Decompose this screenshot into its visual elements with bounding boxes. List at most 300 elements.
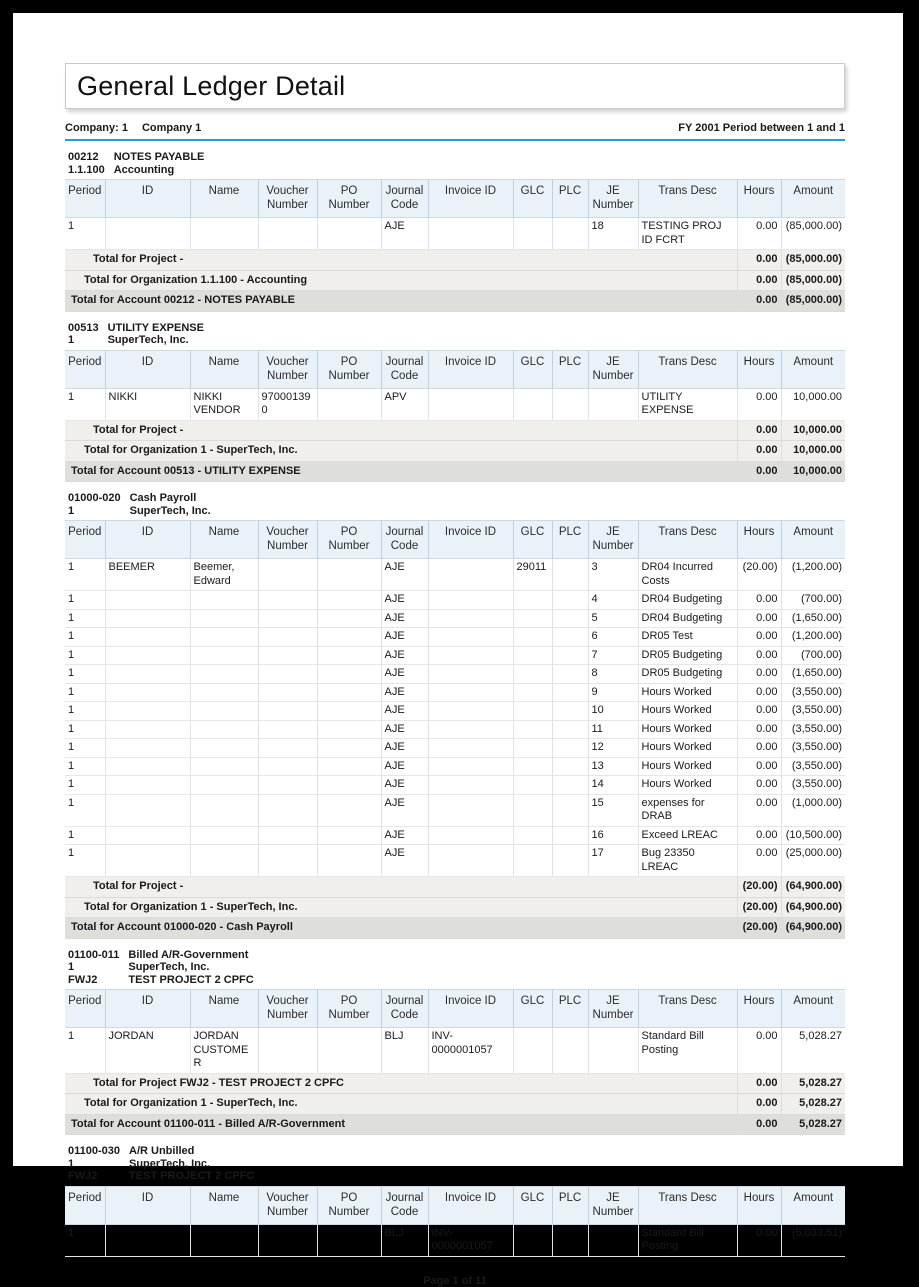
- cell-id: [105, 665, 190, 684]
- cell-invoice_id: [428, 702, 513, 721]
- cell-id: JORDAN: [105, 1028, 190, 1074]
- cell-glc: [513, 1224, 552, 1256]
- cell-amount: 5,028.27: [781, 1028, 845, 1074]
- section-code: 00513: [68, 321, 99, 334]
- cell-invoice_id: [428, 559, 513, 591]
- column-header-amount: Amount: [781, 521, 845, 559]
- cell-po_number: [317, 1224, 381, 1256]
- cell-voucher_number: [258, 826, 317, 845]
- column-header-id: ID: [105, 180, 190, 218]
- cell-glc: [513, 1028, 552, 1074]
- total-label: Total for Project -: [65, 250, 737, 271]
- cell-trans_desc: DR05 Budgeting: [638, 665, 737, 684]
- column-header-period: Period: [65, 990, 105, 1028]
- cell-id: [105, 628, 190, 647]
- column-header-glc: GLC: [513, 521, 552, 559]
- section-code: 1: [68, 334, 75, 346]
- cell-je_number: 11: [588, 720, 638, 739]
- column-header-glc: GLC: [513, 180, 552, 218]
- cell-name: Beemer, Edward: [190, 559, 258, 591]
- cell-name: [190, 794, 258, 826]
- column-header-glc: GLC: [513, 990, 552, 1028]
- cell-amount: (1,200.00): [781, 559, 845, 591]
- column-header-journal_code: Journal Code: [381, 350, 428, 388]
- company-label: Company: 1: [65, 122, 128, 134]
- cell-je_number: 14: [588, 776, 638, 795]
- cell-amount: (1,200.00): [781, 628, 845, 647]
- cell-po_number: [317, 1028, 381, 1074]
- cell-trans_desc: Hours Worked: [638, 776, 737, 795]
- column-header-je_number: JE Number: [588, 180, 638, 218]
- cell-amount: (700.00): [781, 646, 845, 665]
- table-row: [65, 218, 845, 250]
- total-hours: 0.00: [737, 1073, 781, 1094]
- cell-amount: (25,000.00): [781, 845, 845, 877]
- cell-glc: [513, 683, 552, 702]
- cell-hours: 0.00: [737, 665, 781, 684]
- section-title: Cash Payroll: [129, 492, 197, 504]
- cell-glc: [513, 628, 552, 647]
- cell-journal_code: AJE: [381, 776, 428, 795]
- cell-voucher_number: [258, 702, 317, 721]
- cell-id: [105, 1224, 190, 1256]
- cell-id: [105, 609, 190, 628]
- cell-journal_code: AJE: [381, 628, 428, 647]
- column-header-amount: Amount: [781, 350, 845, 388]
- total-amount: (85,000.00): [781, 270, 845, 291]
- cell-name: [190, 683, 258, 702]
- cell-glc: [513, 646, 552, 665]
- cell-glc: 29011: [513, 559, 552, 591]
- cell-glc: [513, 739, 552, 758]
- section-header: [68, 492, 845, 517]
- cell-period: 1: [65, 665, 105, 684]
- total-label: Total for Project -: [65, 877, 737, 898]
- cell-voucher_number: [258, 646, 317, 665]
- total-row-org: [65, 1094, 845, 1115]
- cell-journal_code: AJE: [381, 845, 428, 877]
- section-title: A/R Unbilled: [129, 1145, 195, 1157]
- cell-period: 1: [65, 628, 105, 647]
- cell-amount: (3,550.00): [781, 776, 845, 795]
- table-row: [65, 609, 845, 628]
- report-subheader: [65, 122, 845, 141]
- cell-je_number: 16: [588, 826, 638, 845]
- cell-po_number: [317, 683, 381, 702]
- cell-hours: (20.00): [737, 559, 781, 591]
- cell-po_number: [317, 628, 381, 647]
- cell-id: [105, 702, 190, 721]
- cell-amount: (85,000.00): [781, 218, 845, 250]
- total-label: Total for Organization 1 - SuperTech, Inc.: [65, 897, 737, 918]
- cell-name: [190, 845, 258, 877]
- cell-plc: [552, 665, 588, 684]
- table-row: [65, 702, 845, 721]
- cell-voucher_number: [258, 845, 317, 877]
- ledger-table: [65, 350, 845, 483]
- column-header-period: Period: [65, 521, 105, 559]
- total-amount: 10,000.00: [781, 461, 845, 482]
- cell-po_number: [317, 845, 381, 877]
- cell-amount: (5,033.51): [781, 1224, 845, 1256]
- cell-voucher_number: [258, 1028, 317, 1074]
- column-header-id: ID: [105, 1186, 190, 1224]
- section-header: [68, 949, 845, 987]
- cell-trans_desc: Hours Worked: [638, 720, 737, 739]
- total-row-org: [65, 897, 845, 918]
- table-row: [65, 665, 845, 684]
- column-header-glc: GLC: [513, 1186, 552, 1224]
- cell-name: [190, 739, 258, 758]
- total-hours: 0.00: [737, 1094, 781, 1115]
- cell-trans_desc: Hours Worked: [638, 683, 737, 702]
- column-header-period: Period: [65, 350, 105, 388]
- table-row: [65, 720, 845, 739]
- total-row-project: [65, 877, 845, 898]
- column-header-hours: Hours: [737, 180, 781, 218]
- cell-je_number: 6: [588, 628, 638, 647]
- total-hours: 0.00: [737, 441, 781, 462]
- cell-name: [190, 826, 258, 845]
- cell-trans_desc: TESTING PROJ ID FCRT: [638, 218, 737, 250]
- cell-journal_code: AJE: [381, 757, 428, 776]
- cell-je_number: 10: [588, 702, 638, 721]
- cell-glc: [513, 826, 552, 845]
- cell-name: [190, 665, 258, 684]
- account-section: [65, 492, 845, 939]
- cell-id: [105, 646, 190, 665]
- cell-trans_desc: Bug 23350 LREAC: [638, 845, 737, 877]
- cell-journal_code: BLJ: [381, 1028, 428, 1074]
- cell-voucher_number: [258, 665, 317, 684]
- total-row-project: [65, 420, 845, 441]
- cell-po_number: [317, 826, 381, 845]
- section-title: TEST PROJECT 2 CPFC: [128, 973, 254, 986]
- report-title-box: [65, 63, 845, 109]
- cell-plc: [552, 559, 588, 591]
- cell-journal_code: AJE: [381, 591, 428, 610]
- cell-je_number: 17: [588, 845, 638, 877]
- cell-journal_code: AJE: [381, 559, 428, 591]
- column-header-period: Period: [65, 180, 105, 218]
- cell-hours: 0.00: [737, 845, 781, 877]
- cell-hours: 0.00: [737, 826, 781, 845]
- cell-period: 1: [65, 591, 105, 610]
- column-header-glc: GLC: [513, 350, 552, 388]
- cell-glc: [513, 845, 552, 877]
- cell-id: BEEMER: [105, 559, 190, 591]
- cell-hours: 0.00: [737, 757, 781, 776]
- column-header-id: ID: [105, 521, 190, 559]
- cell-name: [190, 720, 258, 739]
- cell-plc: [552, 794, 588, 826]
- ledger-table: [65, 989, 845, 1135]
- section-title: SuperTech, Inc.: [107, 334, 189, 346]
- column-header-po_number: PO Number: [317, 350, 381, 388]
- column-header-po_number: PO Number: [317, 521, 381, 559]
- cell-trans_desc: Hours Worked: [638, 739, 737, 758]
- cell-plc: [552, 646, 588, 665]
- cell-voucher_number: [258, 591, 317, 610]
- cell-po_number: [317, 720, 381, 739]
- cell-plc: [552, 591, 588, 610]
- cell-je_number: 9: [588, 683, 638, 702]
- cell-voucher_number: [258, 1224, 317, 1256]
- table-row: [65, 1028, 845, 1074]
- column-header-je_number: JE Number: [588, 350, 638, 388]
- cell-period: 1: [65, 1028, 105, 1074]
- table-row: [65, 739, 845, 758]
- column-header-journal_code: Journal Code: [381, 1186, 428, 1224]
- cell-hours: 0.00: [737, 218, 781, 250]
- total-label: Total for Project -: [65, 420, 737, 441]
- cell-je_number: [588, 388, 638, 420]
- total-label: Total for Organization 1 - SuperTech, Inc.: [65, 441, 737, 462]
- cell-glc: [513, 665, 552, 684]
- total-amount: (64,900.00): [781, 918, 845, 939]
- cell-invoice_id: [428, 757, 513, 776]
- column-header-plc: PLC: [552, 180, 588, 218]
- cell-voucher_number: [258, 720, 317, 739]
- column-header-plc: PLC: [552, 990, 588, 1028]
- section-code: 01100-030: [68, 1145, 120, 1157]
- cell-plc: [552, 826, 588, 845]
- cell-hours: 0.00: [737, 776, 781, 795]
- cell-hours: 0.00: [737, 794, 781, 826]
- cell-period: 1: [65, 609, 105, 628]
- column-header-id: ID: [105, 350, 190, 388]
- section-title: SuperTech, Inc.: [129, 1157, 211, 1170]
- sections: [65, 151, 845, 1257]
- cell-glc: [513, 720, 552, 739]
- column-header-amount: Amount: [781, 1186, 845, 1224]
- cell-amount: (3,550.00): [781, 757, 845, 776]
- cell-plc: [552, 720, 588, 739]
- cell-plc: [552, 609, 588, 628]
- cell-je_number: [588, 1028, 638, 1074]
- cell-po_number: [317, 646, 381, 665]
- cell-invoice_id: [428, 665, 513, 684]
- cell-hours: 0.00: [737, 683, 781, 702]
- cell-hours: 0.00: [737, 702, 781, 721]
- table-row: [65, 646, 845, 665]
- cell-po_number: [317, 218, 381, 250]
- header-row: [65, 990, 845, 1028]
- total-hours: 0.00: [737, 250, 781, 271]
- cell-name: NIKKI VENDOR: [190, 388, 258, 420]
- cell-amount: 10,000.00: [781, 388, 845, 420]
- cell-voucher_number: [258, 218, 317, 250]
- cell-trans_desc: Hours Worked: [638, 757, 737, 776]
- cell-po_number: [317, 665, 381, 684]
- cell-journal_code: AJE: [381, 702, 428, 721]
- total-hours: 0.00: [737, 420, 781, 441]
- cell-trans_desc: Standard Bill Posting: [638, 1028, 737, 1074]
- cell-invoice_id: [428, 739, 513, 758]
- column-header-po_number: PO Number: [317, 180, 381, 218]
- table-row: [65, 776, 845, 795]
- cell-glc: [513, 218, 552, 250]
- column-header-po_number: PO Number: [317, 1186, 381, 1224]
- column-header-je_number: JE Number: [588, 1186, 638, 1224]
- cell-journal_code: AJE: [381, 218, 428, 250]
- total-hours: (20.00): [737, 918, 781, 939]
- column-header-trans_desc: Trans Desc: [638, 180, 737, 218]
- cell-je_number: 3: [588, 559, 638, 591]
- cell-amount: (1,650.00): [781, 609, 845, 628]
- cell-invoice_id: [428, 388, 513, 420]
- column-header-plc: PLC: [552, 350, 588, 388]
- account-section: [65, 322, 845, 483]
- cell-trans_desc: DR04 Budgeting: [638, 591, 737, 610]
- cell-period: 1: [65, 683, 105, 702]
- total-hours: 0.00: [737, 291, 781, 312]
- cell-period: 1: [65, 1224, 105, 1256]
- cell-name: [190, 218, 258, 250]
- cell-invoice_id: [428, 776, 513, 795]
- report-page: [13, 13, 903, 1287]
- column-header-id: ID: [105, 990, 190, 1028]
- header-row: [65, 521, 845, 559]
- cell-trans_desc: Standard Bill Posting: [638, 1224, 737, 1256]
- cell-invoice_id: [428, 826, 513, 845]
- cell-journal_code: AJE: [381, 826, 428, 845]
- section-title: SuperTech, Inc.: [128, 961, 210, 973]
- cell-id: NIKKI: [105, 388, 190, 420]
- cell-hours: 0.00: [737, 646, 781, 665]
- cell-hours: 0.00: [737, 1224, 781, 1256]
- cell-name: [190, 609, 258, 628]
- total-row-project: [65, 1073, 845, 1094]
- total-amount: 10,000.00: [781, 420, 845, 441]
- column-header-journal_code: Journal Code: [381, 180, 428, 218]
- cell-plc: [552, 683, 588, 702]
- cell-je_number: 4: [588, 591, 638, 610]
- total-hours: (20.00): [737, 877, 781, 898]
- header-row: [65, 350, 845, 388]
- total-label: Total for Account 01100-011 - Billed A/R-Government: [65, 1114, 737, 1135]
- total-row-account: [65, 1114, 845, 1135]
- total-row-account: [65, 461, 845, 482]
- cell-invoice_id: [428, 609, 513, 628]
- cell-plc: [552, 388, 588, 420]
- cell-id: [105, 720, 190, 739]
- cell-name: [190, 776, 258, 795]
- cell-glc: [513, 794, 552, 826]
- ledger-table: [65, 179, 845, 312]
- cell-plc: [552, 218, 588, 250]
- cell-amount: (1,000.00): [781, 794, 845, 826]
- cell-name: [190, 646, 258, 665]
- cell-je_number: 13: [588, 757, 638, 776]
- cell-period: 1: [65, 646, 105, 665]
- total-row-account: [65, 918, 845, 939]
- section-code: 01000-020: [68, 492, 121, 504]
- cell-period: 1: [65, 739, 105, 758]
- page-title: General Ledger Detail: [77, 70, 346, 101]
- cell-amount: (1,650.00): [781, 665, 845, 684]
- cell-voucher_number: [258, 776, 317, 795]
- cell-period: 1: [65, 757, 105, 776]
- cell-id: [105, 218, 190, 250]
- cell-amount: (700.00): [781, 591, 845, 610]
- cell-voucher_number: [258, 757, 317, 776]
- cell-name: JORDAN CUSTOMER: [190, 1028, 258, 1074]
- cell-id: [105, 683, 190, 702]
- column-header-je_number: JE Number: [588, 990, 638, 1028]
- cell-period: 1: [65, 388, 105, 420]
- cell-plc: [552, 628, 588, 647]
- cell-je_number: 5: [588, 609, 638, 628]
- cell-glc: [513, 609, 552, 628]
- section-title: SuperTech, Inc.: [129, 504, 211, 517]
- cell-period: 1: [65, 845, 105, 877]
- cell-po_number: [317, 702, 381, 721]
- table-row: [65, 826, 845, 845]
- column-header-po_number: PO Number: [317, 990, 381, 1028]
- cell-voucher_number: [258, 794, 317, 826]
- column-header-voucher_number: Voucher Number: [258, 521, 317, 559]
- section-header: [68, 1145, 845, 1183]
- column-header-invoice_id: Invoice ID: [428, 990, 513, 1028]
- header-row: [65, 1186, 845, 1224]
- section-header: [68, 151, 845, 176]
- column-header-trans_desc: Trans Desc: [638, 521, 737, 559]
- cell-invoice_id: [428, 794, 513, 826]
- cell-name: [190, 1224, 258, 1256]
- cell-journal_code: AJE: [381, 683, 428, 702]
- total-row-project: [65, 250, 845, 271]
- column-header-hours: Hours: [737, 1186, 781, 1224]
- cell-hours: 0.00: [737, 739, 781, 758]
- cell-amount: (3,550.00): [781, 702, 845, 721]
- column-header-trans_desc: Trans Desc: [638, 350, 737, 388]
- section-code: 1: [68, 961, 75, 973]
- cell-voucher_number: [258, 628, 317, 647]
- section-header: [68, 322, 845, 347]
- total-amount: (64,900.00): [781, 877, 845, 898]
- column-header-plc: PLC: [552, 1186, 588, 1224]
- cell-journal_code: AJE: [381, 720, 428, 739]
- column-header-amount: Amount: [781, 990, 845, 1028]
- cell-invoice_id: [428, 628, 513, 647]
- cell-hours: 0.00: [737, 591, 781, 610]
- cell-amount: (10,500.00): [781, 826, 845, 845]
- cell-journal_code: AJE: [381, 794, 428, 826]
- cell-period: 1: [65, 218, 105, 250]
- total-amount: 5,028.27: [781, 1094, 845, 1115]
- total-label: Total for Project FWJ2 - TEST PROJECT 2 CPFC: [65, 1073, 737, 1094]
- total-hours: (20.00): [737, 897, 781, 918]
- section-title: UTILITY EXPENSE: [107, 321, 204, 334]
- total-label: Total for Organization 1 - SuperTech, Inc.: [65, 1094, 737, 1115]
- section-title: NOTES PAYABLE: [113, 151, 205, 163]
- cell-name: [190, 757, 258, 776]
- cell-trans_desc: DR05 Test: [638, 628, 737, 647]
- cell-voucher_number: 970001390: [258, 388, 317, 420]
- column-header-name: Name: [190, 990, 258, 1028]
- cell-trans_desc: expenses for DRAB: [638, 794, 737, 826]
- table-row: [65, 794, 845, 826]
- cell-je_number: 18: [588, 218, 638, 250]
- column-header-name: Name: [190, 350, 258, 388]
- company-info: [65, 122, 215, 134]
- section-code: FWJ2: [68, 973, 98, 986]
- column-header-invoice_id: Invoice ID: [428, 521, 513, 559]
- column-header-invoice_id: Invoice ID: [428, 350, 513, 388]
- total-amount: (64,900.00): [781, 897, 845, 918]
- cell-je_number: [588, 1224, 638, 1256]
